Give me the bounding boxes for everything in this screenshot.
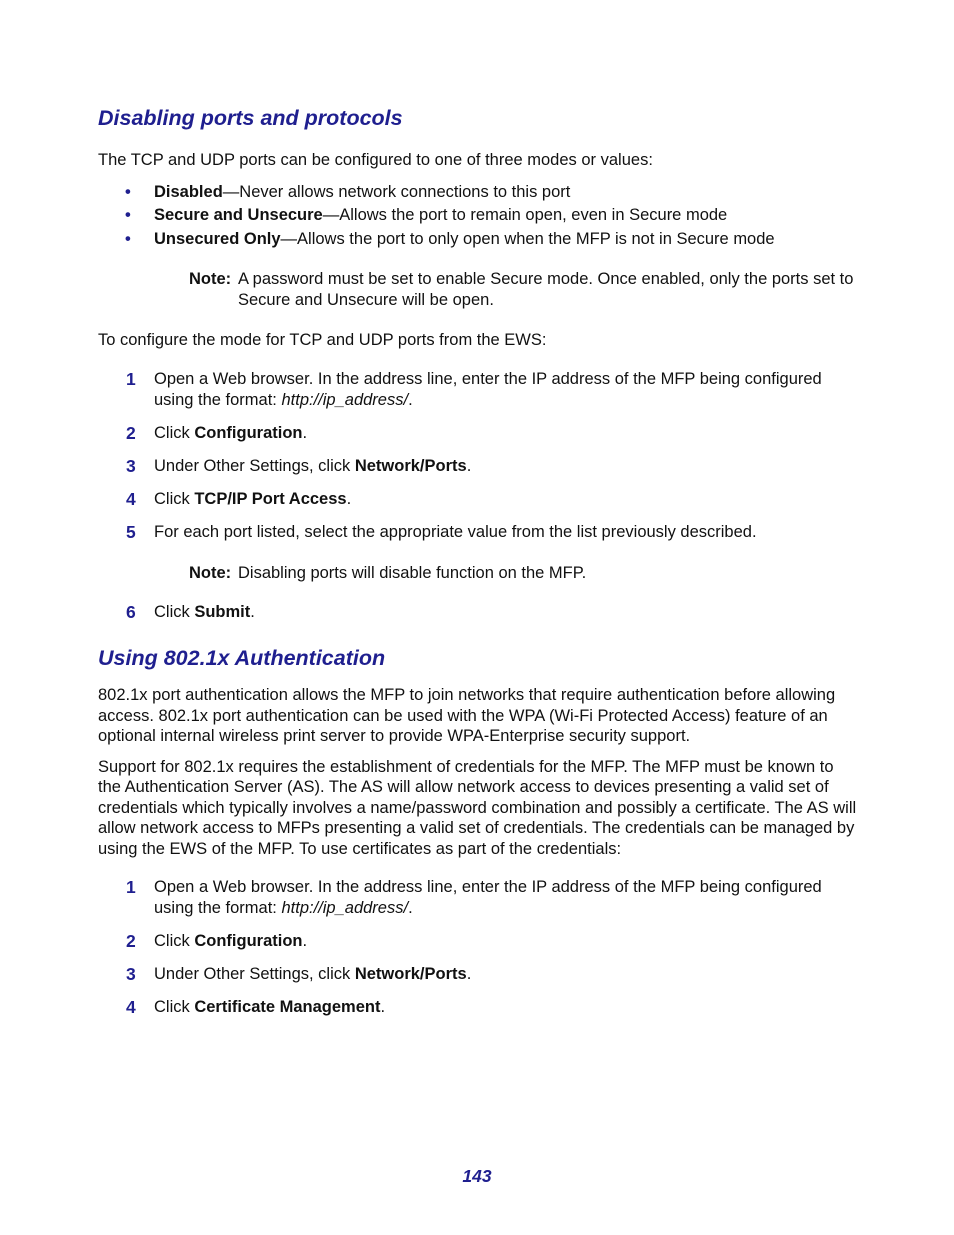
list-item: • Disabled—Never allows network connections to this port: [98, 181, 858, 205]
steps-list-ports: [98, 369, 858, 543]
bullet-icon: •: [125, 229, 131, 248]
note-label: Note:: [189, 563, 232, 582]
list-item: 4 Click Certificate Management.: [126, 997, 386, 1017]
step-number: 3: [126, 455, 136, 476]
lead-paragraph: To configure the mode for TCP and UDP ports from the EWS:: [98, 331, 547, 349]
list-item: 3 Under Other Settings, click Network/Ports.: [126, 455, 472, 476]
note-text: A password must be set to enable Secure mode. Once enabled, only the ports set to Secure and Unsecure will be open.: [238, 270, 854, 309]
list-item: 3 Under Other Settings, click Network/Ports.: [126, 964, 472, 984]
auth-paragraph-2: Support for 802.1x requires the establishment of credentials for the MFP. The MFP must be known to the Authentication Server (AS). The AS will allow network access to devices presenting a valid set of credentials which typically involves a name/password combination and possibly a certificate. The AS will allow network access to MFPs presenting a valid set of credentials. The credentials can be managed by using the EWS of the MFP. To use certificates as part of the credentials:: [98, 757, 857, 858]
step-number: 1: [126, 368, 136, 389]
page-content: [98, 104, 858, 1018]
page-number: 143: [462, 1166, 492, 1186]
step-number: 4: [126, 488, 136, 509]
step-number: 1: [126, 877, 136, 897]
list-item: 1 Open a Web browser. In the address line, enter the IP address of the MFP being configured using the format: http://ip_address/.: [126, 368, 822, 409]
list-item: • Unsecured Only—Allows the port to only open when the MFP is not in Secure mode: [98, 228, 858, 252]
steps-list-submit: [98, 602, 858, 623]
list-item: • Secure and Unsecure—Allows the port to remain open, even in Secure mode: [98, 204, 858, 228]
step-number: 5: [126, 521, 136, 542]
bullet-icon: •: [125, 206, 131, 224]
list-item: 2 Click Configuration.: [126, 422, 308, 443]
step-number: 2: [126, 931, 136, 951]
list-item: 5 For each port listed, select the appropriate value from the list previously described.: [126, 521, 757, 542]
step-number: 4: [126, 997, 136, 1017]
bullet-icon: •: [125, 182, 131, 201]
intro-paragraph: The TCP and UDP ports can be configured to one of three modes or values:: [98, 151, 653, 169]
auth-paragraph-1: 802.1x port authentication allows the MFP to join networks that require authentication before allowing access. 802.1x port authentication can be used with the WPA (Wi-Fi Protected Access) feature of an optional internal wireless print server to provide WPA-Enterprise security support.: [98, 686, 836, 745]
list-item: 4 Click TCP/IP Port Access.: [126, 488, 352, 509]
steps-list-8021x: [98, 877, 858, 1018]
list-item: 1 Open a Web browser. In the address line, enter the IP address of the MFP being configured using the format: http://ip_address/.: [126, 877, 822, 917]
list-item: 6 Click Submit.: [126, 602, 255, 622]
step-number: 6: [126, 602, 136, 622]
note-disabling-ports: [189, 563, 858, 584]
section-heading-disabling-ports: Disabling ports and protocols: [98, 106, 403, 130]
list-item: 2 Click Configuration.: [126, 931, 308, 951]
section-heading-8021x: Using 802.1x Authentication: [98, 646, 386, 670]
note-text: Disabling ports will disable function on the MFP.: [238, 563, 587, 582]
note-secure-mode: [189, 269, 858, 310]
mode-list: [98, 181, 858, 252]
step-number: 2: [126, 422, 136, 443]
step-number: 3: [126, 964, 136, 984]
note-label: Note:: [189, 270, 232, 288]
